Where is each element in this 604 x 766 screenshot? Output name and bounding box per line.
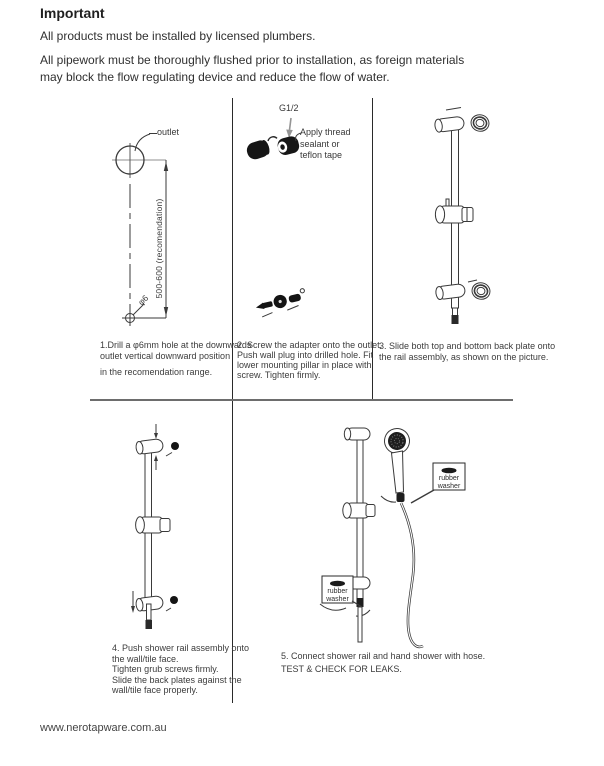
rubber-washer-label-top bbox=[433, 475, 465, 490]
caption-line: 2. Screw the adapter onto the outlet. bbox=[237, 340, 383, 350]
step-2-caption bbox=[237, 340, 382, 380]
caption-line: the rail assembly, as shown on the picture. bbox=[379, 351, 549, 362]
hose-connection-diagram bbox=[320, 425, 465, 647]
adapter-diagram bbox=[245, 118, 308, 318]
step-1-caption bbox=[100, 340, 251, 378]
outlet-label: outlet bbox=[157, 127, 180, 137]
wall-mount-diagram bbox=[131, 424, 179, 629]
dimension-label: 500-600 (recomendation) bbox=[154, 198, 164, 299]
warning-paragraph-2-line1: All pipework must be thoroughly flushed prior to installation, as foreign materials bbox=[40, 53, 465, 67]
rubber-washer-label-bottom bbox=[322, 588, 353, 603]
website-url: www.nerotapware.com.au bbox=[40, 722, 167, 734]
caption-line: TEST & CHECK FOR LEAKS. bbox=[281, 663, 402, 674]
rubber-washer-bottom-line1: rubber bbox=[327, 588, 348, 595]
caption-line: the wall/tile face. bbox=[112, 653, 179, 664]
caption-line: wall/tile face properly. bbox=[112, 685, 198, 695]
caption-line: 3. Slide both top and bottom back plate onto bbox=[379, 341, 556, 351]
sealant-note-line3: teflon tape bbox=[300, 150, 343, 160]
caption-line: outlet vertical downward position bbox=[100, 350, 231, 361]
caption-line: 4. Push shower rail assembly onto bbox=[112, 643, 250, 653]
sealant-note-line1: Apply thread bbox=[300, 127, 351, 137]
thread-size-label: G1/2 bbox=[279, 103, 299, 113]
caption-line: screw. Tighten firmly. bbox=[237, 370, 321, 380]
caption-line: Push wall plug into drilled hole. Fit bbox=[237, 350, 374, 360]
caption-line: Tighten grub screws firmly. bbox=[112, 664, 219, 674]
rubber-washer-bottom-line2: washer bbox=[326, 595, 349, 603]
caption-line: in the recomendation range. bbox=[100, 367, 213, 377]
sealant-note-line2: sealant or bbox=[300, 138, 340, 149]
sealant-note bbox=[300, 127, 351, 162]
caption-line: 1.Drill a φ6mm hole at the downwards bbox=[100, 340, 252, 350]
hole-diameter-label: φ6 bbox=[135, 292, 151, 308]
caption-line: 5. Connect shower rail and hand shower with hose. bbox=[281, 651, 486, 661]
warning-paragraph-1: All products must be installed by licensed plumbers. bbox=[40, 29, 316, 43]
step-4-caption bbox=[112, 643, 249, 696]
rubber-washer-top-line1: rubber bbox=[438, 475, 460, 482]
rubber-washer-top-line2: washer bbox=[437, 482, 461, 490]
step-5-caption bbox=[281, 650, 485, 675]
warning-paragraph-2-line2: may block the flow regulating device and reduce the flow of water. bbox=[40, 70, 390, 84]
step-3-caption bbox=[379, 341, 555, 362]
caption-line: lower mounting pillar in place with bbox=[237, 360, 372, 370]
caption-line: Slide the back plates against the bbox=[112, 674, 242, 685]
page-title: Important bbox=[40, 5, 105, 21]
rail-assembly-diagram bbox=[434, 108, 492, 325]
